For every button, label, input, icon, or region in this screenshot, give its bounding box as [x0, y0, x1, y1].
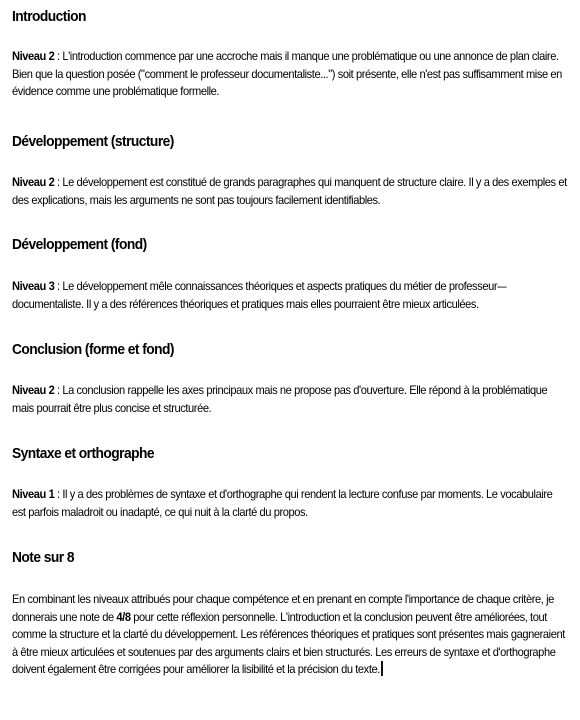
section-body: : Il y a des problèmes de syntaxe et d'orthographe qui rendent la lecture confuse par moments. Le vocabulaire est parfois maladroit ou inadapté, ce qui nuit à la clarté du propos.	[12, 487, 553, 519]
section-text-developpement-fond[interactable]	[12, 278, 567, 313]
section-text-developpement-structure[interactable]	[12, 174, 567, 209]
level-label: Niveau 2	[12, 49, 55, 63]
level-label: Niveau 1	[12, 487, 55, 501]
section-body: : L'introduction commence par une accroche mais il manque une problématique ou une annonce de plan claire. Bien que la question posée ("comment le professeur documentaliste...") soit présente, elle n'est pas suffisamment mise en évidence comme une problématique formelle.	[12, 49, 562, 98]
section-text-conclusion[interactable]	[12, 382, 567, 417]
section-title-syntaxe-orthographe: Syntaxe et orthographe	[12, 445, 154, 462]
level-label: Niveau 3	[12, 279, 55, 293]
section-text-note[interactable]	[12, 591, 567, 679]
text-cursor	[381, 661, 383, 676]
section-text-introduction[interactable]	[12, 48, 567, 101]
level-label: Niveau 2	[12, 175, 55, 189]
section-body: : Le développement mêle connaissances théoriques et aspects pratiques du métier de professeur-–documentaliste. Il y a des références théoriques et pratiques mais elles pourraient être mieux articulées.	[12, 279, 507, 311]
section-title-conclusion: Conclusion (forme et fond)	[12, 341, 174, 358]
level-label: Niveau 2	[12, 383, 55, 397]
section-body: : La conclusion rappelle les axes principaux mais ne propose pas d'ouverture. Elle répond à la problématique mais pourrait être plus concise et structurée.	[12, 383, 548, 415]
grade-value: 4/8	[116, 609, 131, 624]
section-title-note: Note sur 8	[12, 549, 74, 566]
note-body-after: pour cette réflexion personnelle. L'introduction et la conclusion peuvent être améliorées, tout comme la structure et la clarté du développement. Les références théoriques et pratiques sont présentes mais gagneraient à être mieux articulées et soutenues par des arguments clairs et bien structurés. Les erreurs de syntaxe et d'orthographe doivent également être corrigées pour améliorer la lisibilité et la précision du texte.	[12, 609, 565, 676]
section-body: : Le développement est constitué de grands paragraphes qui manquent de structure claire. Il y a des exemples et des explications, mais les arguments ne sont pas toujours facilement identifiables.	[12, 175, 567, 207]
section-title-introduction: Introduction	[12, 8, 86, 25]
section-title-developpement-fond: Développement (fond)	[12, 236, 147, 253]
note-body-before: En combinant les niveaux attribués pour chaque compétence et en prenant en compte l'importance de chaque critère, je donnerais une note de	[12, 592, 554, 624]
section-text-syntaxe-orthographe[interactable]	[12, 486, 567, 521]
section-title-developpement-structure: Développement (structure)	[12, 133, 174, 150]
